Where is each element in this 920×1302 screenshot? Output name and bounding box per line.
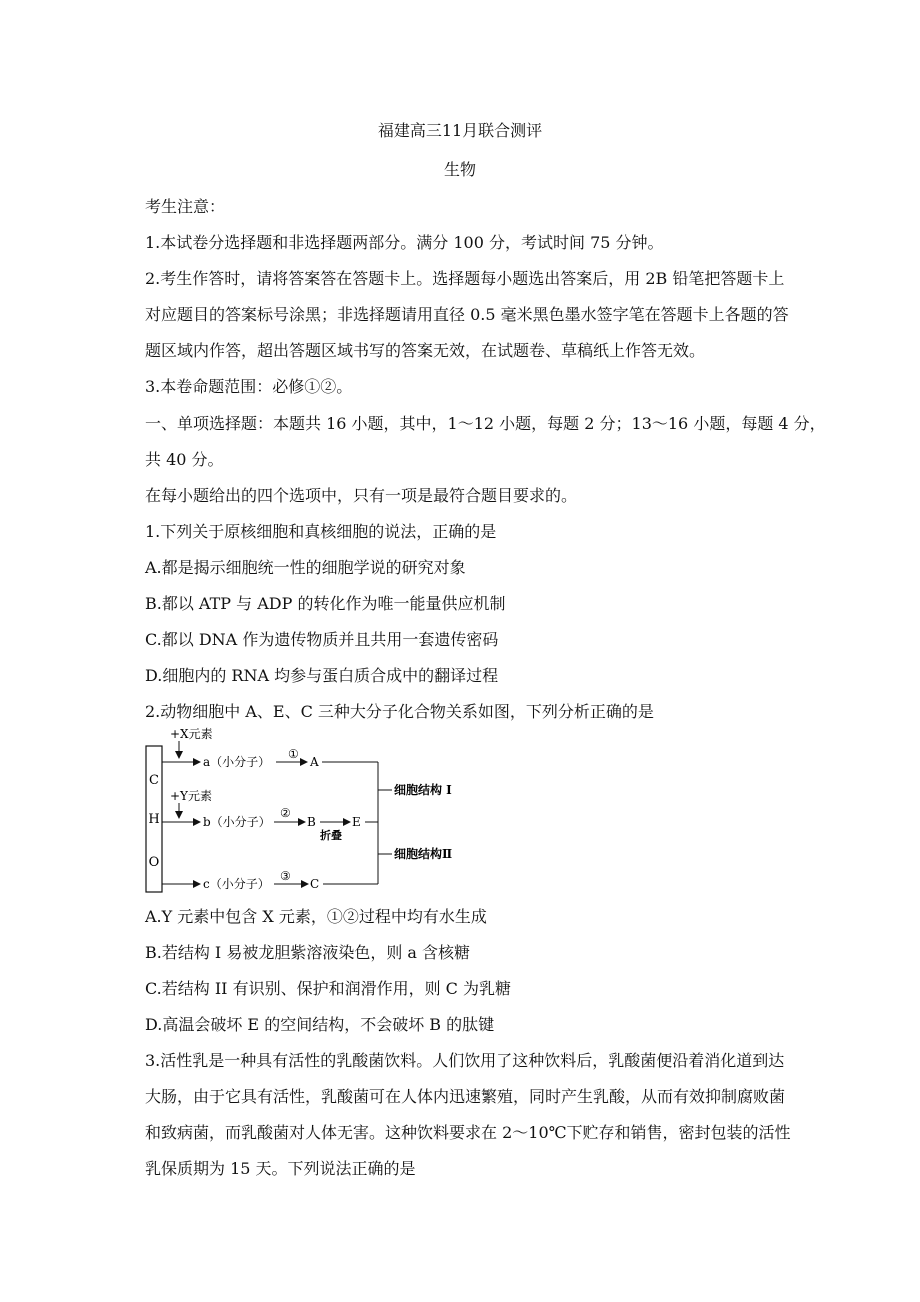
question-3-text: 3.活性乳是一种具有活性的乳酸菌饮料。人们饮用了这种饮料后，乳酸菌便沿着消化道到达 [145, 1051, 785, 1070]
box-letter-c: C [149, 773, 159, 788]
question-1-option-a: A.都是揭示细胞统一性的细胞学说的研究对象 [145, 558, 466, 577]
subject-title: 生物 [443, 160, 476, 179]
step-3: ③ [280, 869, 291, 883]
box-letter-h: H [148, 812, 160, 827]
section-heading-cont: 共 40 分。 [145, 450, 224, 469]
step-1: ① [288, 747, 299, 761]
question-1-stem: 1.下列关于原核细胞和真核细胞的说法，正确的是 [145, 522, 497, 541]
question-3-text: 和致病菌，而乳酸菌对人体无害。这种饮料要求在 2～10℃下贮存和销售，密封包装的活性 [145, 1123, 791, 1142]
y-element-label: +Y元素 [170, 789, 212, 803]
question-2-stem: 2.动物细胞中 A、E、C 三种大分子化合物关系如图，下列分析正确的是 [145, 702, 654, 721]
question-2-option-d: D.高温会破坏 E 的空间结构，不会破坏 B 的肽键 [145, 1015, 495, 1034]
question-3-text: 大肠，由于它具有活性，乳酸菌可在人体内迅速繁殖，同时产生乳酸，从而有效抑制腐败菌 [145, 1087, 786, 1106]
c-small-molecule: c（小分子） [203, 877, 270, 891]
notice-item: 3.本卷命题范围：必修①②。 [145, 377, 353, 396]
a-small-molecule: a（小分子） [203, 755, 271, 769]
question-1-option-c: C.都以 DNA 作为遗传物质并且共用一套遗传密码 [145, 630, 499, 649]
notice-item: 1.本试卷分选择题和非选择题两部分。满分 100 分，考试时间 75 分钟。 [145, 233, 664, 252]
x-element-label: +X元素 [170, 727, 213, 741]
question-1-option-b: B.都以 ATP 与 ADP 的转化作为唯一能量供应机制 [145, 594, 506, 613]
macromolecule-c: C [310, 877, 320, 891]
cell-structure-1: 细胞结构 I [394, 783, 452, 797]
notice-item: 题区域内作答，超出答题区域书写的答案无效，在试题卷、草稿纸上作答无效。 [145, 341, 706, 360]
question-2-option-a: A.Y 元素中包含 X 元素，①②过程中均有水生成 [145, 907, 487, 926]
section-heading: 一、单项选择题：本题共 16 小题，其中，1～12 小题，每题 2 分；13～16 小题，每题 4 分， [145, 414, 826, 433]
question-2-option-c: C.若结构 II 有识别、保护和润滑作用，则 C 为乳糖 [145, 979, 511, 998]
notice-item: 对应题目的答案标号涂黑；非选择题请用直径 0.5 毫米黑色墨水签字笔在答题卡上各题的答 [145, 305, 789, 324]
fold-label: 折叠 [320, 829, 342, 842]
macromolecule-e: E [352, 815, 361, 829]
cell-structure-2: 细胞结构Ⅱ [394, 847, 453, 861]
exam-title: 福建高三11月联合测评 [377, 121, 543, 140]
question-1-option-d: D.细胞内的 RNA 均参与蛋白质合成中的翻译过程 [145, 666, 499, 685]
notice-item: 2.考生作答时，请将答案答在答题卡上。选择题每小题选出答案后，用 2B 铅笔把答题卡上 [145, 269, 785, 288]
step-2: ② [280, 806, 291, 820]
box-letter-o: O [148, 855, 160, 870]
question-3-text: 乳保质期为 15 天。下列说法正确的是 [145, 1159, 416, 1178]
section-instruction: 在每小题给出的四个选项中，只有一项是最符合题目要求的。 [145, 486, 578, 505]
b-small-molecule: b（小分子） [203, 815, 271, 829]
macromolecule-b: B [307, 815, 316, 829]
notice-heading: 考生注意： [145, 197, 226, 216]
macromolecule-a: A [310, 755, 319, 769]
molecule-relationship-diagram [140, 724, 470, 896]
question-2-option-b: B.若结构 I 易被龙胆紫溶液染色，则 a 含核糖 [145, 943, 471, 962]
